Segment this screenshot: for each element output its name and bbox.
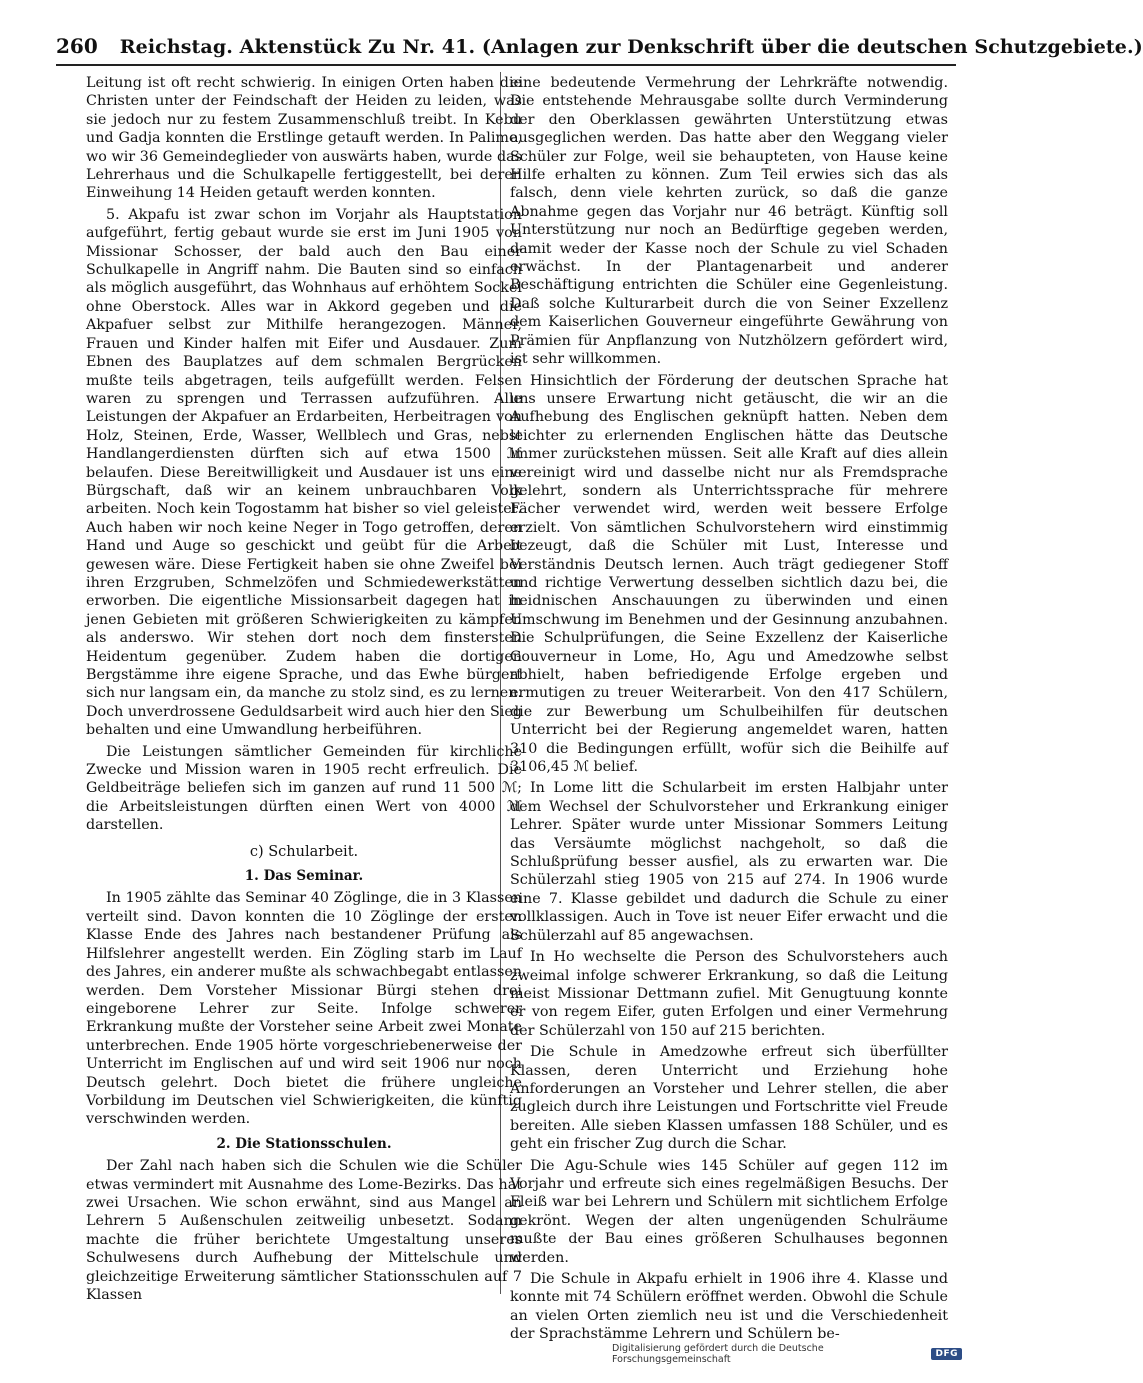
paragraph: Die Schule in Amedzowhe erfreut sich überfüllter Klassen, deren Unterricht und Erziehung hohe Anforderungen an Vorsteher und Lehrer stellen, die aber zugleich durch ihre Leistungen und Fortschritte viel Freude bereiten. Alle sieben Klassen umfassen 188 Schüler, und es geht ein frischer Zug durch die Schar. (510, 1044, 948, 1153)
running-title: Reichstag. Aktenstück Zu Nr. 41. (Anlagen zur Denkschrift über die deutschen Schutzgebiete.) (119, 36, 1143, 58)
paragraph: In 1905 zählte das Seminar 40 Zöglinge, die in 3 Klassen verteilt sind. Davon konnten die 10 Zöglinge der ersten Klasse Ende des Jahres nach bestandener Prüfung als Hilfslehrer angestellt werden. Ein Zögling starb im Lauf des Jahres, ein anderer mußte als schwachbegabt entlassen werden. Dem Vorsteher Missionar Bürgi stehen drei eingeborene Lehrer zur Seite. Infolge schwerer Erkrankung mußte der Vorsteher seine Arbeit zwei Monate unterbrechen. Ende 1905 hörte vorgeschriebenerweise der Unterricht im Englischen auf und wird seit 1906 nur noch Deutsch gelehrt. Doch bietet die frühere ungleiche Vorbildung im Deutschen viel Schwierigkeiten, die künftig verschwinden werden. (86, 890, 522, 1128)
paragraph: Leitung ist oft recht schwierig. In einigen Orten haben die Christen unter der Feindschaft der Heiden zu leiden, was sie jedoch nur zu festem Zusammenschluß treibt. In Kebu und Gadja konnten die Erstlinge getauft werden. In Palime, wo wir 36 Gemeindeglieder von auswärts haben, wurde das Lehrerhaus und die Schulkapelle fertiggestellt, bei deren Einweihung 14 Heiden getauft werden konnten. (86, 75, 522, 202)
paragraph: In Ho wechselte die Person des Schulvorstehers auch zweimal infolge schwerer Erkrankung, so daß die Leitung meist Missionar Dettmann zufiel. Mit Genugtuung konnte er von regem Eifer, guten Erfolgen und einer Vermehrung der Schülerzahl von 150 auf 215 berichten. (510, 949, 948, 1039)
paragraph: In Lome litt die Schularbeit im ersten Halbjahr unter dem Wechsel der Schulvorsteher und Erkrankung einiger Lehrer. Später wurde unter Missionar Sommers Leitung das Versäumte möglichst nachgeholt, so daß die Schlußprüfung besser ausfiel, als zu erwarten war. Die Schülerzahl stieg 1905 von 215 auf 274. In 1906 wurde eine 7. Klasse gebildet und dadurch die Schule zu einer vollklassigen. Auch in Tove ist neuer Eifer erwacht und die Schülerzahl auf 85 angewachsen. (510, 780, 948, 944)
subheading-stationsschulen: 2. Die Stationsschulen. (216, 1135, 392, 1152)
left-column (86, 74, 522, 1303)
paragraph: eine bedeutende Vermehrung der Lehrkräfte notwendig. Die entstehende Mehrausgabe sollte durch Verminderung der den Oberklassen gewährten Unterstützung etwas ausgeglichen werden. Das hatte aber den Weggang vieler Schüler zur Folge, weil sie behaupteten, von Hause keine Hilfe erhalten zu können. Zum Teil erwies sich das als falsch, denn viele kehrten zurück, so daß die ganze Abnahme gegen das Vorjahr nur 46 beträgt. Künftig soll Unterstützung nur noch an Bedürftige gegeben werden, damit weder der Kasse noch der Schule zu viel Schaden erwächst. In der Plantagenarbeit und anderer Beschäftigung entrichten die Schüler eine Gegenleistung. Daß solche Kulturarbeit durch die von Seiner Exzellenz dem Kaiserlichen Gouverneur eingeführte Gewährung von Prämien für Anpflanzung von Nutzhölzern gefördert wird, ist sehr willkommen. (510, 75, 948, 368)
credit-text: Digitalisierung gefördert durch die Deutsche Forschungsgemeinschaft (612, 1343, 824, 1365)
dfg-logo: DFG (931, 1348, 962, 1360)
paragraph: Die Schule in Akpafu erhielt in 1906 ihre 4. Klasse und konnte mit 74 Schülern eröffnet werden. Obwohl die Schule an vielen Orten ziemlich neu ist und die Verschiedenheit der Sprachstämme Lehrern und Schülern be- (510, 1271, 948, 1343)
right-column (510, 74, 948, 1343)
paragraph: Der Zahl nach haben sich die Schulen wie die Schüler etwas vermindert mit Ausnahme des Lome-Bezirks. Das hat zwei Ursachen. Wie schon erwähnt, sind aus Mangel an Lehrern 5 Außenschulen zeitweilig unbesetzt. Sodann machte die früher berichtete Umgestaltung unseres Schulwesens durch Aufhebung der Mittelschule und gleichzeitige Erweiterung sämtlicher Stationsschulen auf 7 Klassen (86, 1158, 522, 1303)
paragraph: Die Agu-Schule wies 145 Schüler auf gegen 112 im Vorjahr und erfreute sich eines regelmäßigen Besuchs. Der Fleiß war bei Lehrern und Schülern mit sichtlichem Erfolge gekrönt. Wegen der alten ungenügenden Schulräume mußte der Bau eines größeren Schulhauses begonnen werden. (510, 1157, 948, 1266)
paragraph: 5. Akpafu ist zwar schon im Vorjahr als Hauptstation aufgeführt, fertig gebaut wurde sie erst im Juni 1905 von Missionar Schosser, der bald auch den Bau einer Schulkapelle in Angriff nahm. Die Bauten sind so einfach als möglich ausgeführt, das Wohnhaus auf erhöhtem Sockel ohne Oberstock. Alles war in Akkord gegeben und die Akpafuer selbst zur Mithilfe herangezogen. Männer, Frauen und Kinder halfen mit Eifer und Ausdauer. Zum Ebnen des Bauplatzes auf dem schmalen Bergrücken mußte teils abgetragen, teils aufgefüllt werden. Felsen waren zu sprengen und Terrassen aufzuführen. Alle Leistungen der Akpafuer an Erdarbeiten, Herbeitragen von Holz, Steinen, Erde, Wasser, Wellblech und Gras, nebst Handlangerdiensten dürften sich auf etwa 1500 ℳ belaufen. Diese Bereitwilligkeit und Ausdauer ist uns eine Bürgschaft, daß wir an keinem unbrauchbaren Volk arbeiten. Noch kein Togostamm hat bisher so viel geleistet. Auch haben wir noch keine Neger in Togo getroffen, deren Hand und Auge so geschickt und geübt für die Arbeit gewesen wäre. Diese Fertigkeit haben sie ohne Zweifel bei ihren Erzgruben, Schmelzöfen und Schmiedewerkstätten erworben. Die eigentliche Missionsarbeit dagegen hat in jenen Gebieten mit größeren Schwierigkeiten zu kämpfen als anderswo. Wir stehen dort noch dem finstersten Heidentum gegenüber. Zudem haben die dortigen Bergstämme ihre eigene Sprache, und das Ewhe bürgert sich nur langsam ein, da manche zu stolz sind, es zu lernen. Doch unverdrossene Geduldsarbeit wird auch hier den Sieg behalten und eine Umwandlung herbeiführen. (86, 206, 522, 739)
page-number: 260 (56, 34, 98, 58)
paragraph: Die Leistungen sämtlicher Gemeinden für kirchliche Zwecke und Mission waren in 1905 recht erfreulich. Die Geldbeiträge beliefen sich im ganzen auf rund 11 500 ℳ; die Arbeitsleistungen dürften einen Wert von 4000 ℳ darstellen. (86, 743, 522, 834)
section-heading: c) Schularbeit. (249, 843, 359, 860)
page-header (56, 34, 1143, 66)
digitization-credit (612, 1344, 962, 1364)
paragraph: Hinsichtlich der Förderung der deutschen Sprache hat uns unsere Erwartung nicht getäuscht, die wir an die Aufhebung des Englischen geknüpft hatten. Neben dem leichter zu erlernenden Englischen hätte das Deutsche immer zurückstehen müssen. Seit alle Kraft auf dies allein vereinigt wird und dasselbe nicht nur als Fremdsprache gelehrt, sondern als Unterrichtssprache für mehrere Fächer verwendet wird, werden weit bessere Erfolge erzielt. Von sämtlichen Schulvorstehern wird einstimmig bezeugt, daß die Schüler mit Lust, Interesse und Verständnis Deutsch lernen. Auch trägt gediegener Stoff und richtige Verwertung desselben sichtlich dazu bei, die heidnischen Anschauungen zu überwinden und einen Umschwung im Benehmen und der Gesinnung anzubahnen. Die Schulprüfungen, die Seine Exzellenz der Kaiserliche Gouverneur in Lome, Ho, Agu und Amedzowhe selbst abhielt, haben befriedigende Erfolge ergeben und ermutigen zu treuer Weiterarbeit. Von den 417 Schülern, die zur Bewerbung um Schulbeihilfen für deutschen Unterricht bei der Regierung angemeldet waren, hatten 310 die Bedingungen erfüllt, wofür sich die Beihilfe auf 3106,45 ℳ belief. (510, 372, 948, 776)
subheading-seminar: 1. Das Seminar. (244, 868, 364, 885)
